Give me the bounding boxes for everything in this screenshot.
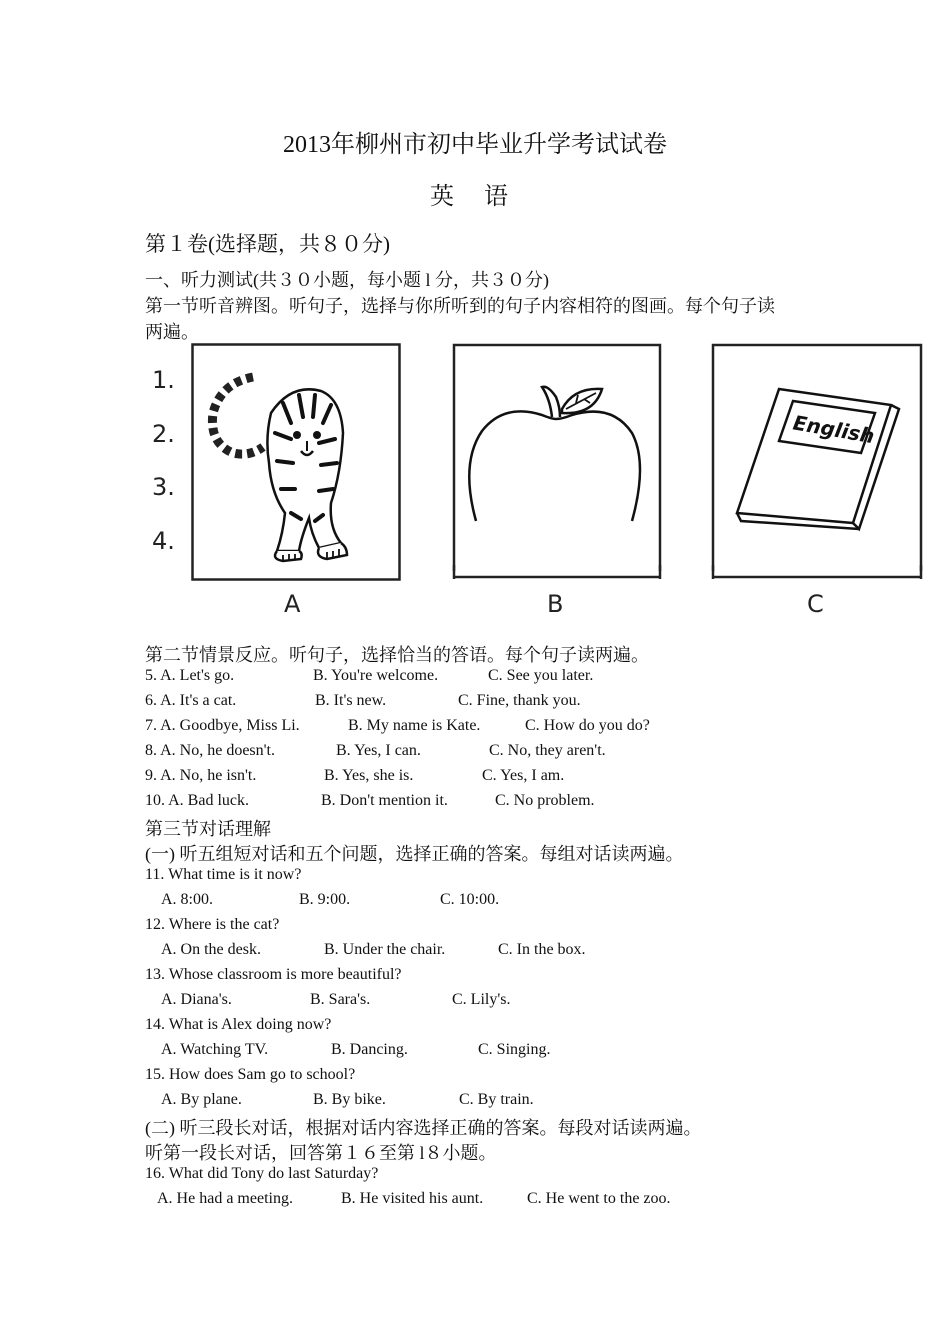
option-a: 5. A. Let's go. (145, 667, 235, 684)
option-b: B. He visited his aunt. (341, 1190, 484, 1207)
part-heading: 第１卷(选择题，共８０分) (145, 232, 390, 256)
option-c: C. Lily's. (452, 991, 511, 1008)
section3-sub2-note: 听第一段长对话，回答第１６至第 l８小题。 (145, 1143, 497, 1163)
option-c: C. Fine, thank you. (458, 692, 581, 709)
option-a: A. Diana's. (161, 991, 232, 1008)
option-c: C. How do you do? (525, 717, 650, 734)
picture-number-4: 4. (152, 527, 175, 555)
option-a: 6. A. It's a cat. (145, 692, 237, 709)
option-c: C. He went to the zoo. (527, 1190, 671, 1207)
option-b: B. Under the chair. (324, 941, 446, 958)
option-a: 8. A. No, he doesn't. (145, 742, 275, 759)
picture-b-apple (452, 343, 662, 586)
section3-heading: 第三节对话理解 (145, 819, 271, 839)
subject-title: 英 语 (430, 184, 520, 210)
question-text: 12. Where is the cat? (145, 916, 280, 933)
apple-icon (452, 343, 662, 581)
question-text: 13. Whose classroom is more beautiful? (145, 966, 402, 983)
option-b: B. My name is Kate. (348, 717, 481, 734)
option-c: C. 10:00. (440, 891, 500, 908)
option-a: 10. A. Bad luck. (145, 792, 249, 809)
option-c: C. Singing. (478, 1041, 551, 1058)
question-text: 15. How does Sam go to school? (145, 1066, 356, 1083)
book-title-text: English (791, 410, 877, 449)
question-text: 11. What time is it now? (145, 866, 302, 883)
option-c: C. No problem. (495, 792, 595, 809)
option-b: B. Dancing. (331, 1041, 408, 1058)
picture-a-tiger (191, 343, 401, 586)
picture-number-1: 1. (152, 366, 175, 394)
option-c: C. No, they aren't. (489, 742, 606, 759)
picture-letter-b: B (547, 590, 564, 618)
picture-number-2: 2. (152, 420, 175, 448)
option-a: A. 8:00. (161, 891, 213, 908)
question-text: 14. What is Alex doing now? (145, 1016, 332, 1033)
option-c: C. See you later. (488, 667, 594, 684)
section3-sub1: (一) 听五组短对话和五个问题，选择正确的答案。每组对话读两遍。 (145, 844, 684, 864)
option-b: B. By bike. (313, 1091, 386, 1108)
section1-instruction-2: 两遍。 (145, 322, 199, 342)
option-b: B. Don't mention it. (321, 792, 448, 809)
option-b: B. Sara's. (310, 991, 371, 1008)
section1-instruction-1: 第一节听音辨图。听句子，选择与你所听到的句子内容相符的图画。每个句子读 (145, 296, 775, 316)
option-a: A. By plane. (161, 1091, 242, 1108)
question-text: 16. What did Tony do last Saturday? (145, 1165, 379, 1182)
english-book-icon (711, 343, 923, 581)
option-a: 9. A. No, he isn't. (145, 767, 257, 784)
option-b: B. You're welcome. (313, 667, 439, 684)
picture-number-3: 3. (152, 473, 175, 501)
section2-heading: 第二节情景反应。听句子，选择恰当的答语。每个句子读两遍。 (145, 645, 649, 665)
page-title: 2013年柳州市初中毕业升学考试试卷 (283, 132, 667, 158)
option-a: A. He had a meeting. (157, 1190, 293, 1207)
option-a: A. On the desk. (161, 941, 261, 958)
option-b: B. It's new. (315, 692, 387, 709)
section3-sub2: (二) 听三段长对话，根据对话内容选择正确的答案。每段对话读两遍。 (145, 1118, 702, 1138)
picture-c-book (711, 343, 923, 586)
option-b: B. Yes, I can. (336, 742, 421, 759)
option-c: C. In the box. (498, 941, 586, 958)
option-b: B. Yes, she is. (324, 767, 414, 784)
picture-letter-a: A (284, 590, 301, 618)
section1-heading: 一、听力测试(共３０小题，每小题 l 分，共３０分) (145, 270, 549, 290)
tiger-icon (191, 343, 401, 581)
option-c: C. By train. (459, 1091, 534, 1108)
option-c: C. Yes, I am. (482, 767, 565, 784)
option-a: A. Watching TV. (161, 1041, 269, 1058)
option-b: B. 9:00. (299, 891, 351, 908)
picture-letter-c: C (807, 590, 824, 618)
option-a: 7. A. Goodbye, Miss Li. (145, 717, 300, 734)
